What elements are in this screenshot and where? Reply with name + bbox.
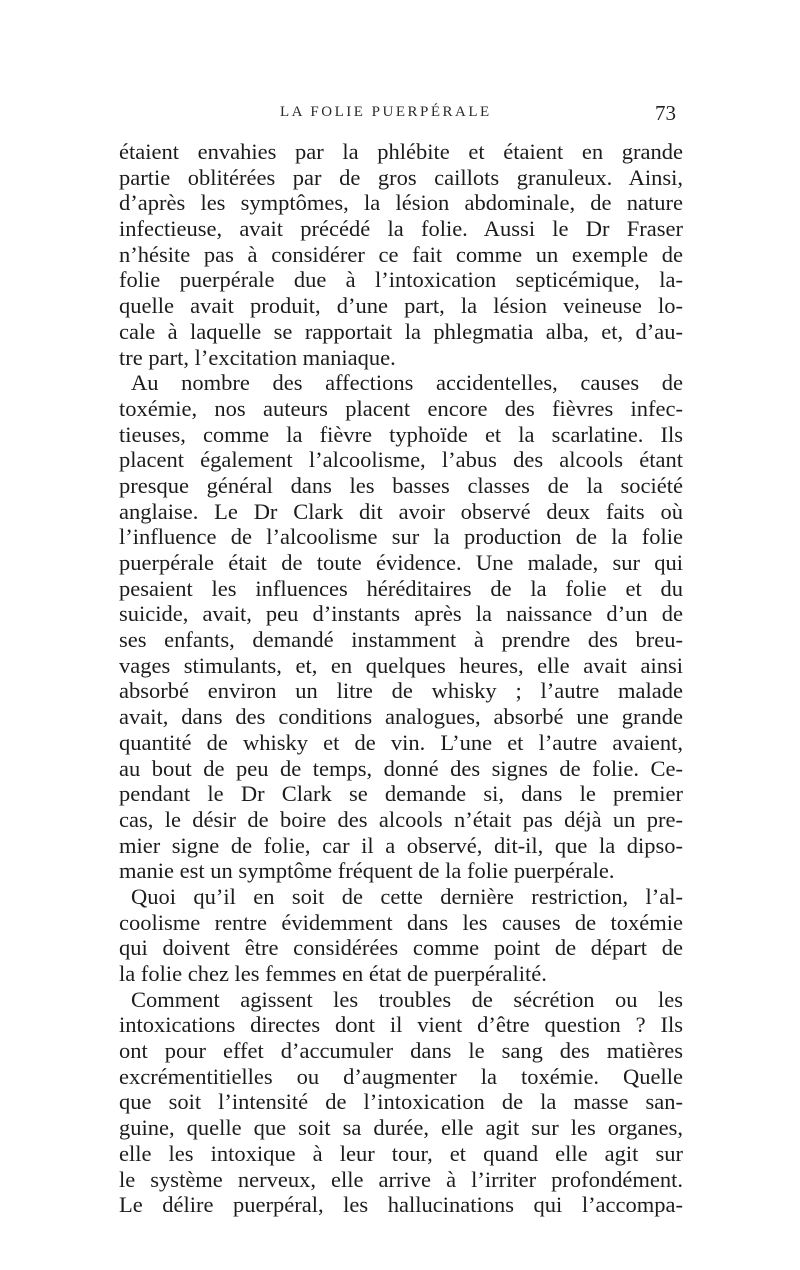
text-line: la folie chez les femmes en état de puerpéralité. — [119, 961, 547, 986]
running-title: LA FOLIE PUERPÉRALE — [280, 104, 492, 120]
text-line: toxémie, nos auteurs placent encore des fièvres infec- — [119, 395, 683, 421]
text-line: ses enfants, demandé instamment à prendre des breu- — [119, 627, 683, 653]
page-header — [120, 101, 680, 134]
text-line: tieuses, comme la fièvre typhoïde et la scarlatine. Ils — [119, 421, 683, 447]
text-line: manie est un symptôme fréquent de la folie puerpérale. — [119, 858, 615, 884]
text-line: qui doivent être considérées comme point de départ de — [119, 935, 683, 961]
text-line: excrémentitielles ou d’augmenter la toxémie. Quelle — [119, 1063, 683, 1089]
text-line: Comment agissent les troubles de sécrétion ou les — [131, 986, 683, 1012]
text-line: quantité de whisky et de vin. L’une et l’autre avaient, — [119, 729, 683, 755]
text-line: suicide, avait, peu d’instants après la naissance d’un de — [119, 601, 683, 627]
text-line: guine, quelle que soit sa durée, elle agit sur les organes, — [119, 1115, 683, 1141]
text-line: presque général dans les basses classes de la société — [119, 472, 683, 498]
text-line: d’après les symptômes, la lésion abdominale, de nature — [119, 190, 683, 216]
text-line: cale à laquelle se rapportait la phlegmatia alba, et, d’au- — [119, 318, 683, 344]
text-line: pesaient les influences héréditaires de la folie et du — [119, 575, 683, 601]
text-line: intoxications directes dont il vient d’être question ? Ils — [119, 1012, 683, 1038]
text-line: ont pour effet d’accumuler dans le sang des matières — [119, 1038, 683, 1064]
text-line: partie oblitérées par de gros caillots granuleux. Ainsi, — [119, 164, 683, 190]
text-line: vages stimulants, et, en quelques heures, elle avait ainsi — [119, 652, 683, 678]
text-line: Au nombre des affections accidentelles, causes de — [131, 370, 683, 396]
text-line: n’hésite pas à considérer ce fait comme un exemple de — [119, 241, 683, 267]
text-line: puerpérale était de toute évidence. Une malade, sur qui — [119, 550, 683, 575]
text-line: Le délire puerpéral, les hallucinations qui l’accompa- — [119, 1192, 683, 1218]
text-line: au bout de peu de temps, donné des signes de folie. Ce- — [119, 755, 683, 781]
text-line: coolisme rentre évidemment dans les causes de toxémie — [119, 909, 683, 935]
text-line: infectieuse, avait précédé la folie. Aussi le Dr Fraser — [119, 216, 683, 242]
text-line: elle les intoxique à leur tour, et quand elle agit sur — [119, 1140, 683, 1166]
text-line: avait, dans des conditions analogues, absorbé une grande — [119, 704, 683, 730]
text-line: Quoi qu’il en soit de cette dernière restriction, l’al- — [131, 883, 683, 909]
text-line: le système nerveux, elle arrive à l’irriter profondément. — [119, 1166, 683, 1192]
body-text — [119, 139, 683, 1218]
text-line: mier signe de folie, car il a observé, dit-il, que la dipso- — [119, 832, 683, 858]
text-line: l’influence de l’alcoolisme sur la production de la folie — [119, 524, 683, 550]
text-line: tre part, l’excitation maniaque. — [119, 344, 396, 370]
text-line: folie puerpérale due à l’intoxication septicémique, la- — [119, 267, 683, 293]
text-line: absorbé environ un litre de whisky ; l’autre malade — [119, 678, 683, 704]
text-line: placent également l’alcoolisme, l’abus des alcools étant — [119, 447, 683, 473]
text-line: étaient envahies par la phlébite et étaient en grande — [119, 139, 683, 164]
page-number: 73 — [655, 101, 676, 125]
text-line: anglaise. Le Dr Clark dit avoir observé deux faits où — [119, 498, 683, 524]
text-line: pendant le Dr Clark se demande si, dans le premier — [119, 781, 683, 807]
text-line: cas, le désir de boire des alcools n’était pas déjà un pre- — [119, 806, 683, 832]
text-line: que soit l’intensité de l’intoxication de la masse san- — [119, 1089, 683, 1115]
text-line: quelle avait produit, d’une part, la lésion veineuse lo- — [119, 293, 683, 319]
